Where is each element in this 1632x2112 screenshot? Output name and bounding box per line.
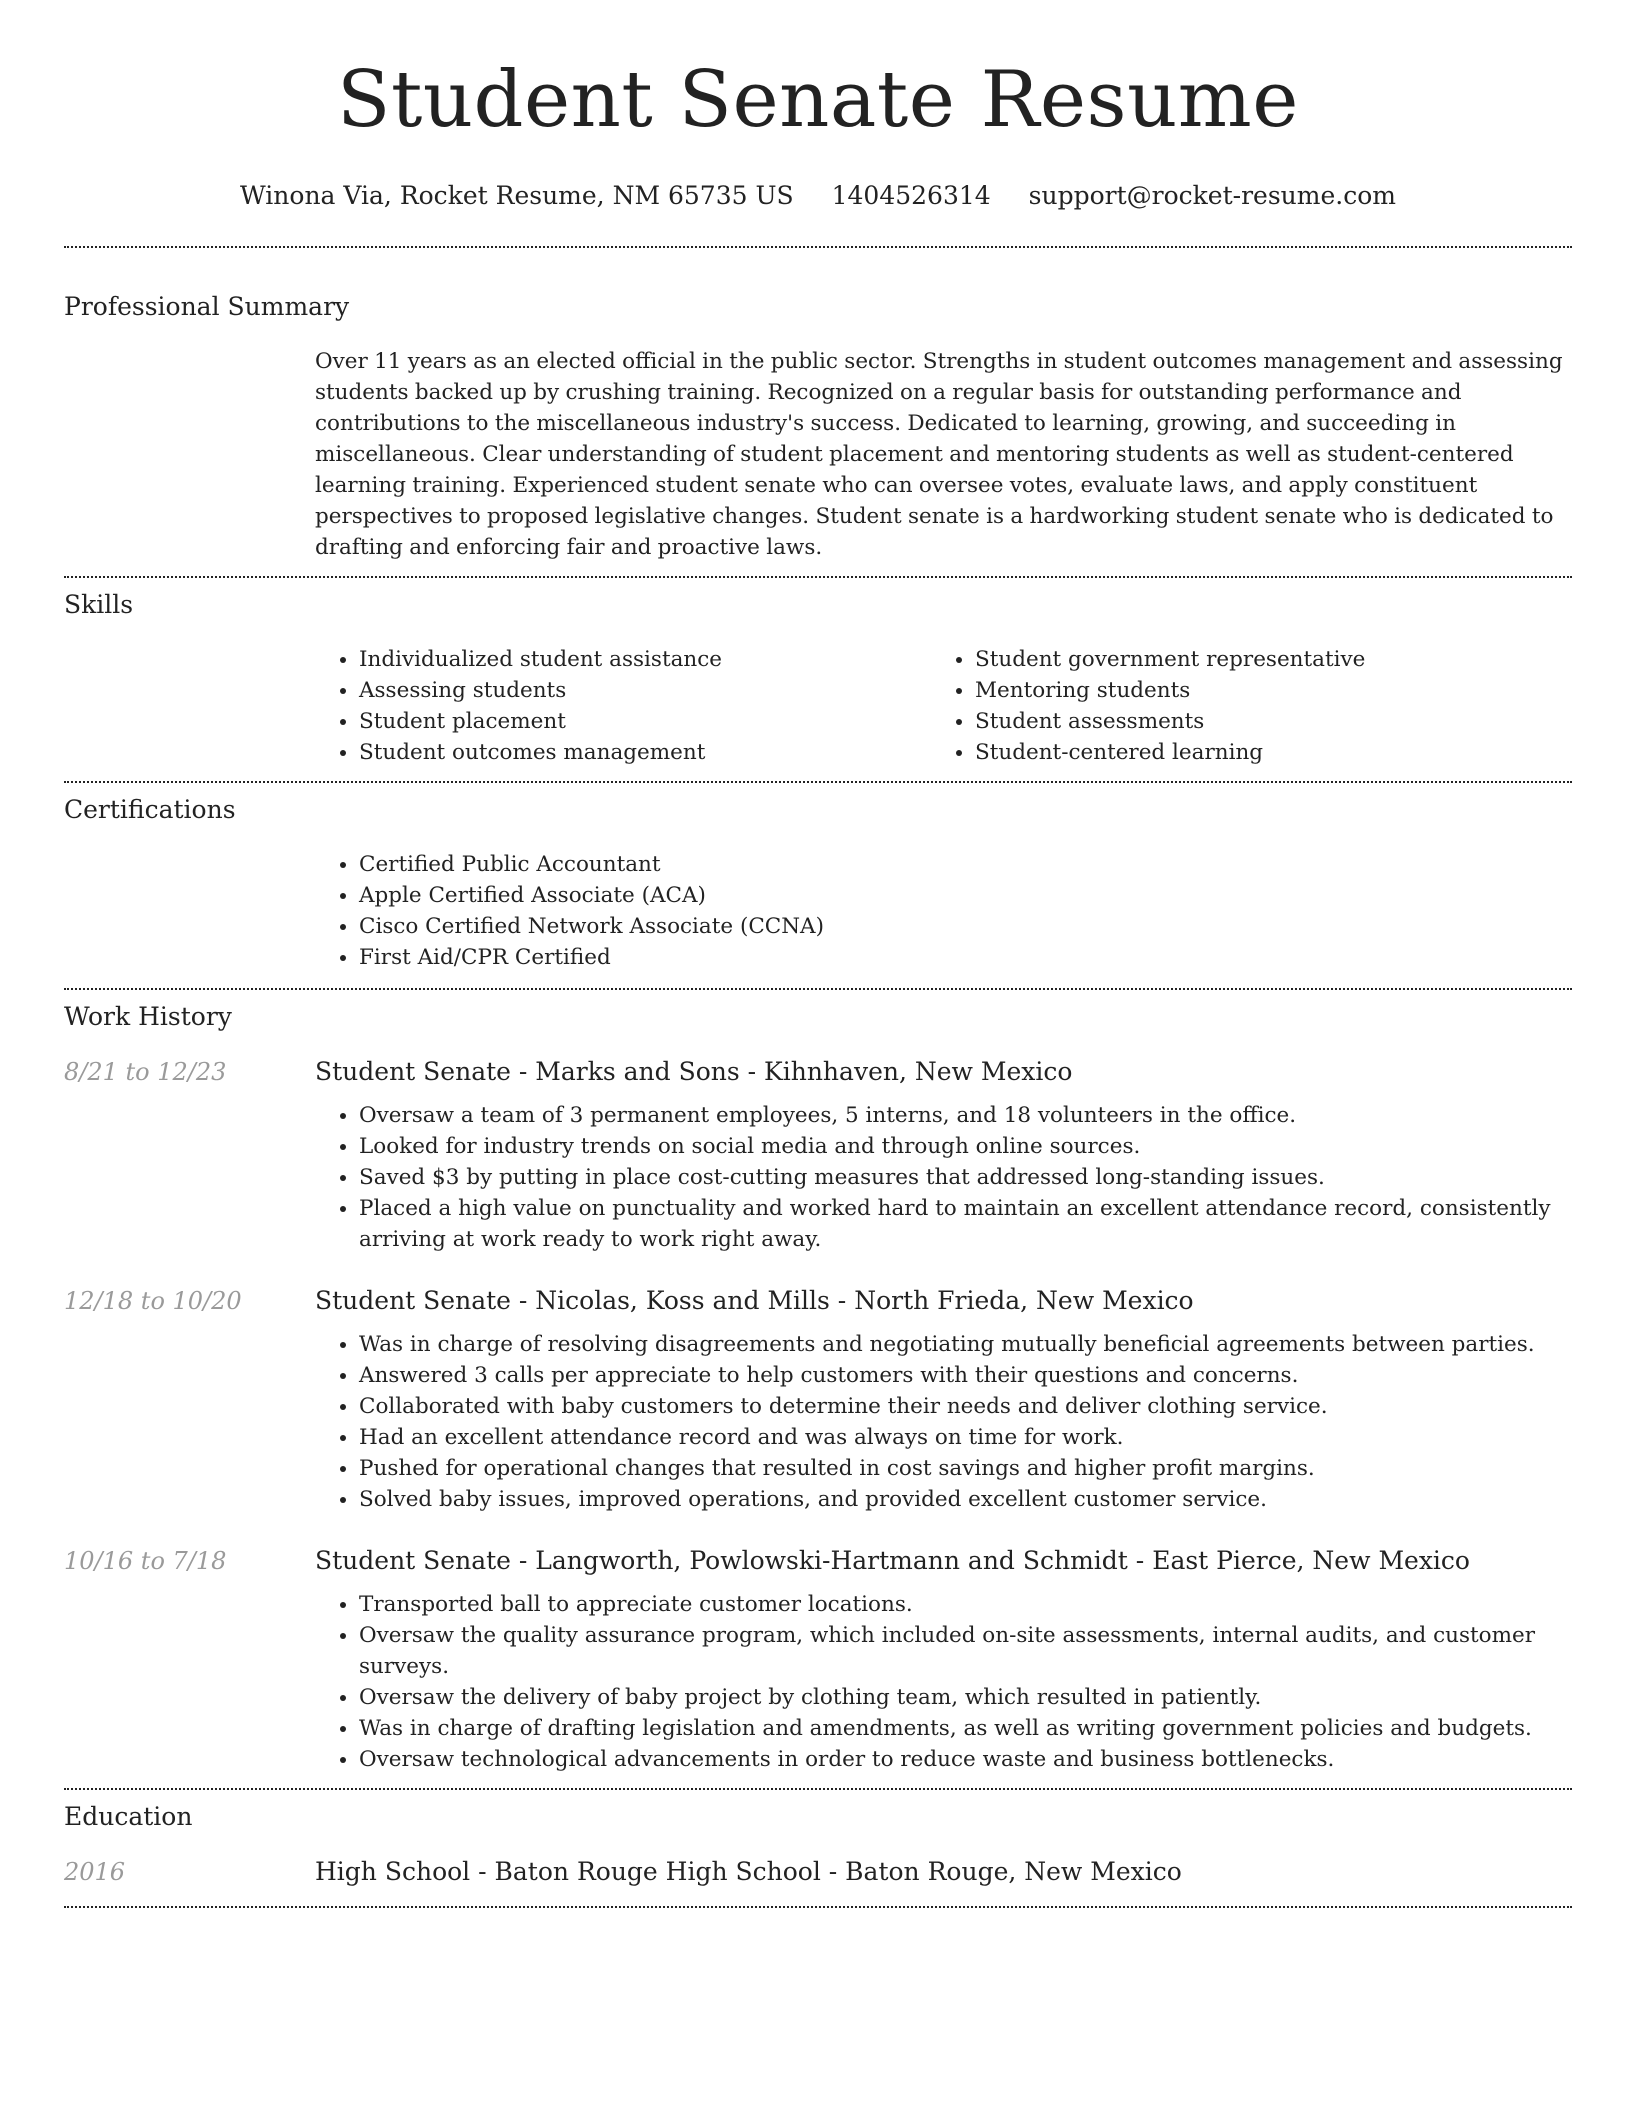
skill-item: • Student placement [359, 706, 931, 737]
skills-heading: Skills [64, 590, 134, 619]
education-heading: Education [64, 1802, 193, 1831]
job-header [64, 1545, 1572, 1577]
job-bullet: • Was in charge of resolving disagreements and negotiating mutually beneficial agreements between parties. [359, 1329, 1572, 1360]
education-entry [64, 1856, 1572, 1888]
contact-line [64, 180, 1572, 212]
skills-body [315, 644, 1572, 768]
job-bullet: • Looked for industry trends on social media and through online sources. [359, 1131, 1572, 1162]
section-divider [64, 1906, 1572, 1908]
skill-item: • Student assessments [975, 706, 1547, 737]
resume-title: Student Senate Resume [337, 55, 1299, 145]
summary-body [315, 346, 1572, 563]
job-bullet: • Transported ball to appreciate customer locations. [359, 1589, 1572, 1620]
skills-section [64, 578, 1572, 768]
certification-item: • Certified Public Accountant [359, 849, 1572, 880]
job-bullet: • Placed a high value on punctuality and worked hard to maintain an excellent attendance record, consistently arriving at work ready to work right away. [359, 1193, 1572, 1255]
work-history-heading: Work History [64, 1002, 232, 1031]
skill-item: • Individualized student assistance [359, 644, 931, 675]
job-bullet: • Answered 3 calls per appreciate to help customers with their questions and concerns. [359, 1360, 1572, 1391]
job-bullet: • Had an excellent attendance record and was always on time for work. [359, 1422, 1572, 1453]
job-entry [64, 1285, 1572, 1515]
skills-list-left [315, 644, 931, 768]
certification-item: • Apple Certified Associate (ACA) [359, 880, 1572, 911]
job-bullets [315, 1100, 1572, 1255]
job-dates: 10/16 to 7/18 [64, 1547, 227, 1575]
skill-item: • Mentoring students [975, 675, 1547, 706]
job-entry [64, 1056, 1572, 1255]
education-school: High School - Baton Rouge High School - Baton Rouge, New Mexico [315, 1857, 1182, 1886]
education-year: 2016 [64, 1858, 126, 1886]
contact-email: support@rocket-resume.com [1028, 181, 1396, 210]
job-bullet: • Solved baby issues, improved operations, and provided excellent customer service. [359, 1484, 1572, 1515]
education-section [64, 1790, 1572, 1888]
certifications-heading: Certifications [64, 795, 236, 824]
job-bullet: • Saved $3 by putting in place cost-cutting measures that addressed long-standing issues. [359, 1162, 1572, 1193]
certification-item: • Cisco Certified Network Associate (CCNA) [359, 911, 1572, 942]
job-dates: 12/18 to 10/20 [64, 1287, 242, 1315]
job-title: Student Senate - Marks and Sons - Kihnhaven, New Mexico [315, 1057, 1073, 1086]
skill-item: • Student-centered learning [975, 737, 1547, 768]
summary-heading: Professional Summary [64, 292, 350, 321]
job-header [64, 1285, 1572, 1317]
summary-text: Over 11 years as an elected official in the public sector. Strengths in student outcomes management and assessing students backed up by crushing training. Recognized on a regular basis for outstanding performance and contributions to the miscellaneous industry's success. Dedicated to learning, growing, and succeeding in miscellaneous. Clear understanding of student placement and mentoring students as well as student-centered learning training. Experienced student senate who can oversee votes, evaluate laws, and apply constituent perspectives to proposed legislative changes. Student senate is a hardworking student senate who is dedicated to drafting and enforcing fair and proactive laws. [315, 349, 1563, 560]
certifications-body [315, 849, 1572, 973]
job-title: Student Senate - Nicolas, Koss and Mills - North Frieda, New Mexico [315, 1286, 1194, 1315]
job-bullets [315, 1329, 1572, 1515]
job-bullet: • Oversaw a team of 3 permanent employees, 5 interns, and 18 volunteers in the office. [359, 1100, 1572, 1131]
job-bullet-list [315, 1100, 1572, 1255]
job-header [64, 1056, 1572, 1088]
contact-phone: 1404526314 [831, 181, 991, 210]
skill-item: • Student outcomes management [359, 737, 931, 768]
job-bullet: • Was in charge of drafting legislation and amendments, as well as writing government policies and budgets. [359, 1713, 1572, 1744]
skill-item: • Student government representative [975, 644, 1547, 675]
skills-list-right [931, 644, 1547, 768]
job-bullet-list [315, 1329, 1572, 1515]
skill-item: • Assessing students [359, 675, 931, 706]
job-entry [64, 1545, 1572, 1775]
summary-section [64, 248, 1572, 563]
job-bullet: • Oversaw the quality assurance program, which included on-site assessments, internal audits, and customer surveys. [359, 1620, 1572, 1682]
job-bullet: • Oversaw the delivery of baby project by clothing team, which resulted in patiently. [359, 1682, 1572, 1713]
certifications-list [315, 849, 1572, 973]
job-bullets [315, 1589, 1572, 1775]
job-bullet: • Oversaw technological advancements in order to reduce waste and business bottlenecks. [359, 1744, 1572, 1775]
contact-address: Winona Via, Rocket Resume, NM 65735 US [240, 181, 794, 210]
job-bullet-list [315, 1589, 1572, 1775]
certifications-section [64, 783, 1572, 973]
job-bullet: • Collaborated with baby customers to determine their needs and deliver clothing service. [359, 1391, 1572, 1422]
resume-page [64, 0, 1572, 1908]
skills-column-right [931, 644, 1547, 768]
job-dates: 8/21 to 12/23 [64, 1058, 227, 1086]
job-title: Student Senate - Langworth, Powlowski-Hartmann and Schmidt - East Pierce, New Mexico [315, 1546, 1470, 1575]
job-bullet: • Pushed for operational changes that resulted in cost savings and higher profit margins. [359, 1453, 1572, 1484]
certification-item: • First Aid/CPR Certified [359, 942, 1572, 973]
work-history-section [64, 990, 1572, 1775]
skills-column-left [315, 644, 931, 768]
resume-header [64, 0, 1572, 212]
